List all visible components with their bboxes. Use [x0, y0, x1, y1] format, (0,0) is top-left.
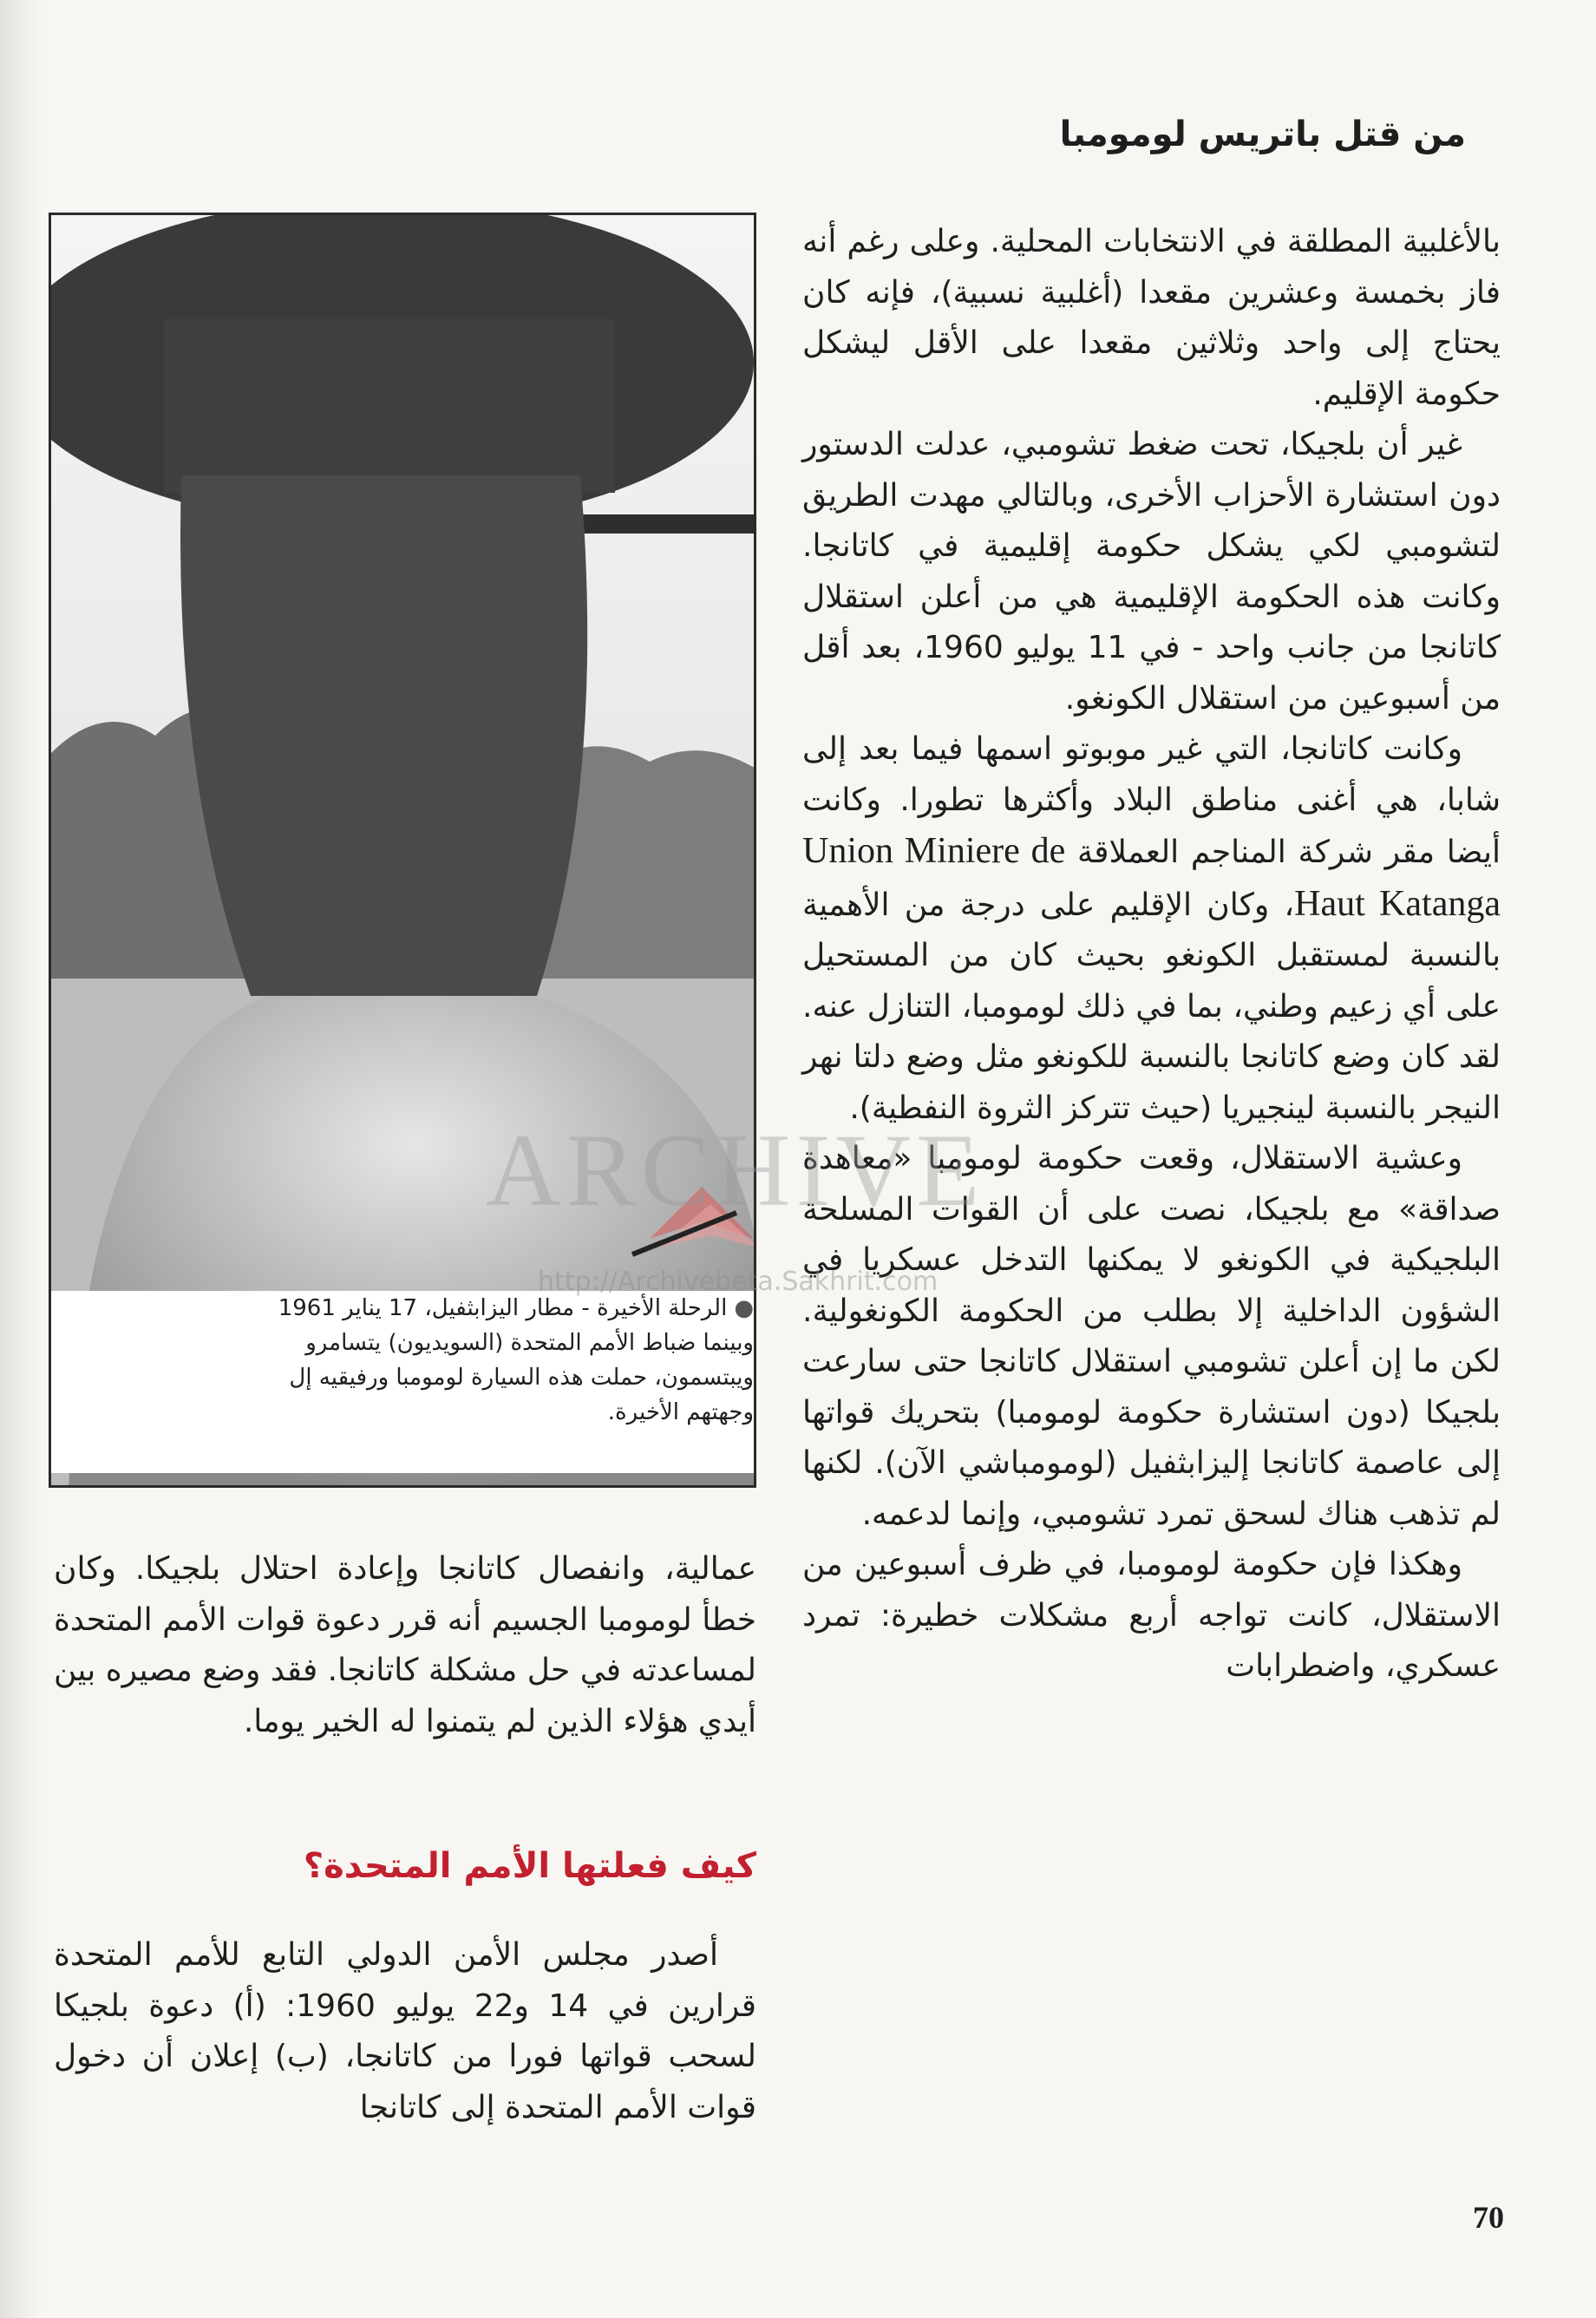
caption-line-2: وبينما ضباط الأمم المتحدة (السويديون) يتسامرو: [305, 1330, 754, 1356]
article-column-left-top: [54, 1544, 756, 1747]
article-column-right: [802, 217, 1501, 1693]
article-column-left-bottom: [54, 1930, 756, 2133]
paragraph: أصدر مجلس الأمن الدولي التابع للأمم المتحدة قرارين في 14 و22 يوليو 1960: (أ) دعوة بلجيكا لسحب قواتها فورا من كاتانجا، (ب) إعلان أن دخول قوات الأمم المتحدة إلى كاتانجا: [54, 1937, 757, 2125]
running-header: من قتل باتريس لومومبا: [1059, 115, 1466, 154]
paragraph: بالأغلبية المطلقة في الانتخابات المحلية. وعلى رغم أنه فاز بخمسة وعشرين مقعدا (أغلبية نسبية)، فإنه كان يحتاج إلى واحد وثلاثين مقعدا على الأقل ليشكل حكومة الإقليم.: [802, 224, 1501, 412]
watermark-url: http://Archivebeta.Sakhrit.com: [538, 1267, 939, 1297]
caption-line-4: وجهتهم الأخيرة.: [607, 1399, 754, 1425]
caption-line-1: ●الرحلة الأخيرة - مطار اليزابثفيل، 17 يناير 1961: [278, 1295, 754, 1321]
page-number: 70: [1473, 2200, 1504, 2235]
caption-line-3: ويبتسمون، حملت هذه السيارة لومومبا ورفيقيه إل: [289, 1365, 754, 1391]
paragraph: وكانت كاتانجا، التي غير موبوتو اسمها فيما بعد إلى شابا، هي أغنى مناطق البلاد وأكثرها تطورا. وكانت أيضا مقر شركة المناجم العملاقة Union Miniere de Haut Katanga، وكان الإقليم على درجة من الأهمية بالنسبة لمستقبل الكونغو بحيث كان من المستحيل على أي زعيم وطني، بما في ذلك لومومبا، التنازل عنه. لقد كان وضع كاتانجا بالنسبة للكونغو مثل وضع دلتا نهر النيجر بالنسبة لينجيريا (حيث تتركز الثروة النفطية).: [802, 731, 1501, 1126]
watermark-text: ARCHIVE: [486, 1112, 985, 1228]
paragraph: وهكذا فإن حكومة لومومبا، في ظرف أسبوعين من الاستقلال، كانت تواجه أربع مشكلات خطيرة: تمرد عسكري، واضطرابات: [802, 1547, 1501, 1684]
paragraph: وعشية الاستقلال، وقعت حكومة لومومبا «معاهدة صداقة» مع بلجيكا، نصت على أن القوات المسلحة البلجيكية في الكونغو لا يمكنها التدخل عسكريا في الشؤون الداخلية إلا بطلب من الحكومة الكونغولية. لكن ما إن أعلن تشومبي استقلال كاتانجا حتى سارعت بلجيكا (دون استشارة حكومة لومومبا) بتحريك قواتها إلى عاصمة كاتانجا إليزابثفيل (لومومباشي الآن). لكنها لم تذهب هناك لسحق تمرد تشومبي، وإنما لدعمه.: [802, 1141, 1501, 1532]
photo-caption: [51, 1291, 754, 1473]
page-gutter-shadow: [0, 0, 42, 2318]
section-heading: كيف فعلتها الأمم المتحدة؟: [303, 1846, 756, 1886]
company-name: Union Miniere de Haut Katanga: [802, 831, 1501, 924]
paragraph: غير أن بلجيكا، تحت ضغط تشومبي، عدلت الدستور دون استشارة الأحزاب الأخرى، وبالتالي مهدت الطريق لتشومبي لكي يشكل حكومة إقليمية في كاتانجا. وكانت هذه الحكومة الإقليمية هي من أعلن استقلال كاتانجا من جانب واحد - في 11 يوليو 1960، بعد أقل من أسبوعين من استقلال الكونغو.: [802, 427, 1501, 717]
paragraph: عمالية، وانفصال كاتانجا وإعادة احتلال بلجيكا. وكان خطأ لومومبا الجسيم أنه قرر دعوة قوات الأمم المتحدة لمساعدته في حل مشكلة كاتانجا. فقد وضع مصيره بين أيدي هؤلاء الذين لم يتمنوا له الخير يوما.: [54, 1551, 756, 1739]
bullet-icon: ●: [734, 1295, 754, 1321]
